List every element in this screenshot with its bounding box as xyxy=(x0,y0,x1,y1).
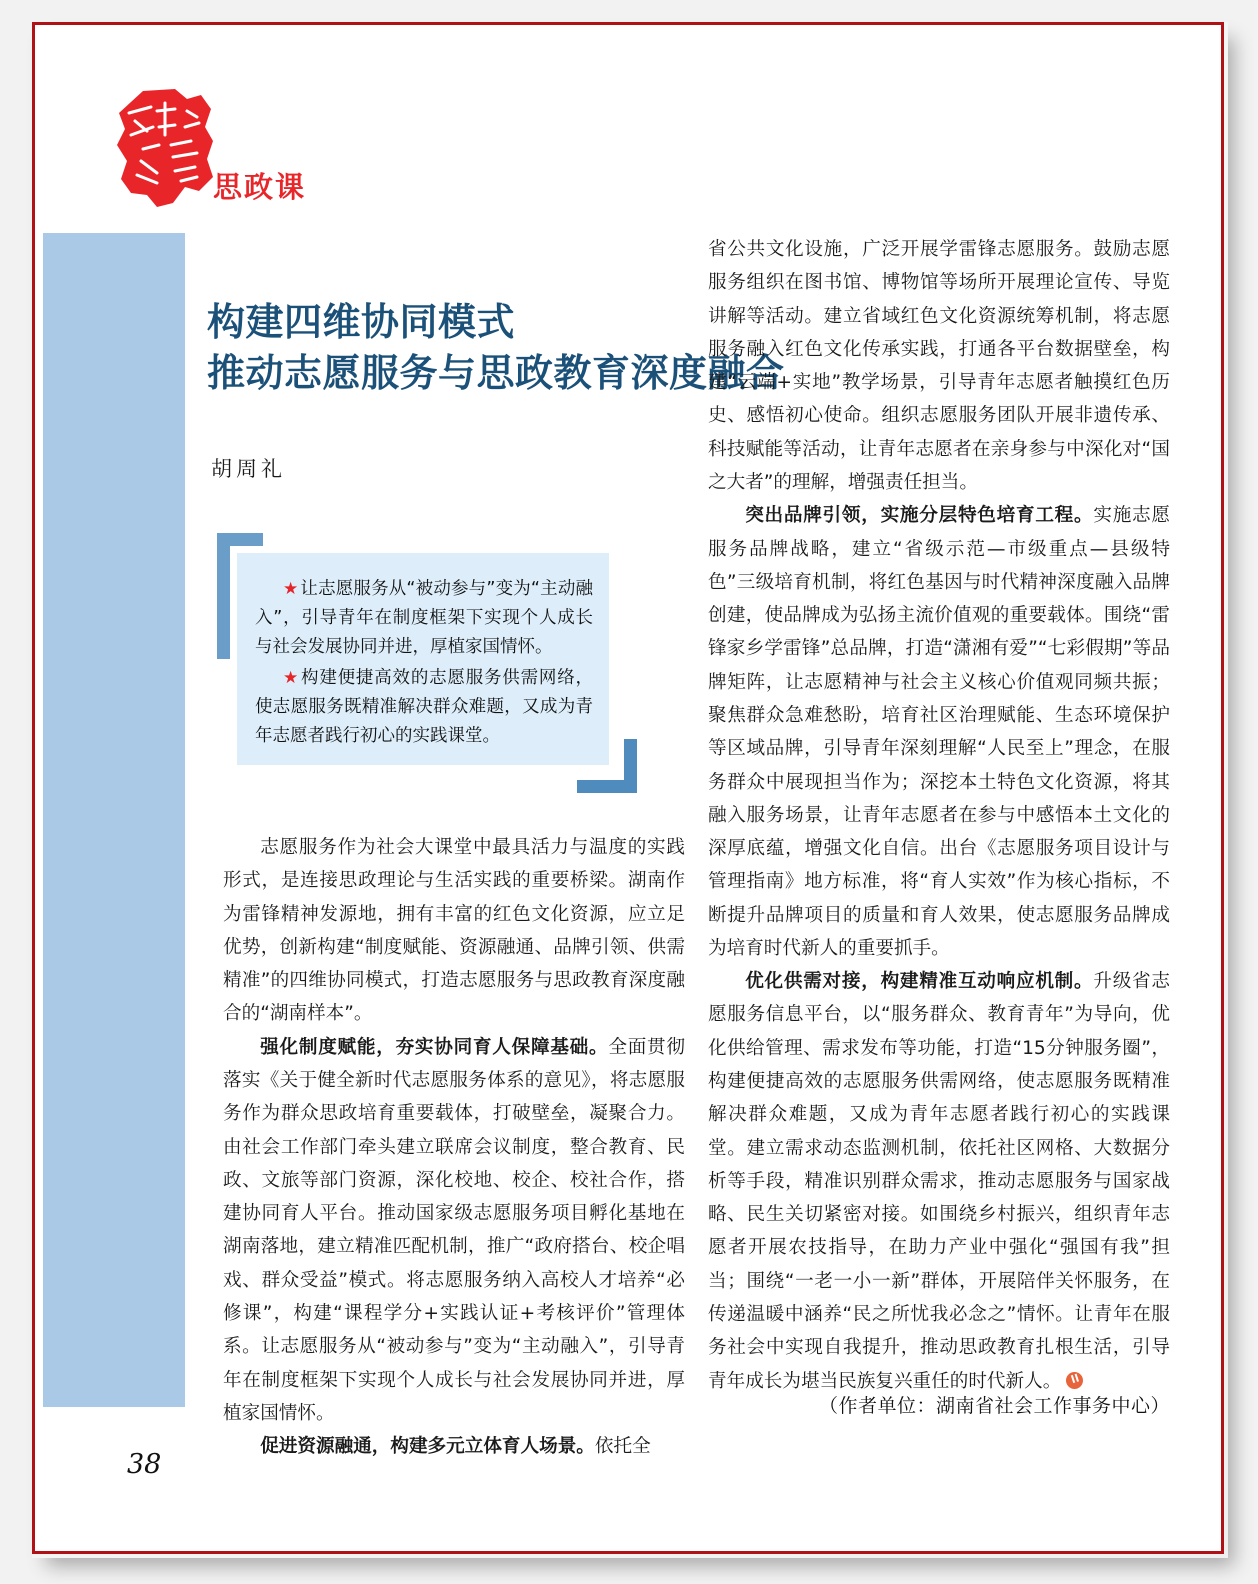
paragraph: 省公共文化设施，广泛开展学雷锋志愿服务。鼓励志愿服务组织在图书馆、博物馆等场所开展理论宣传、导览讲解等活动。建立省域红色文化资源统筹机制，将志愿服务融入红色文化传承实践，打通各平台数据壁垒，构建“云端+实地”教学场景，引导青年志愿者触摸红色历史、感悟初心使命。组织志愿服务团队开展非遗传承、科技赋能等活动，让青年志愿者在亲身参与中深化对“国之大者”的理解，增强责任担当。 xyxy=(708,239,1170,493)
author-affiliation: （作者单位：湖南省社会工作事务中心） xyxy=(818,1395,1170,1417)
page-title-line2: 推动志愿服务与思政教育深度融合 xyxy=(207,350,785,395)
column-label: 思政课 xyxy=(213,170,307,204)
magazine-page xyxy=(32,22,1224,1554)
xinxiang-pinglun-seal-icon xyxy=(113,87,219,213)
paragraph xyxy=(223,1031,685,1430)
paragraph: 志愿服务作为社会大课堂中最具活力与温度的实践形式，是连接思政理论与生活实践的重要桥梁。湖南作为雷锋精神发源地，拥有丰富的红色文化资源，应立足优势，创新构建“制度赋能、资源融通、品牌引领、供需精准”的四维协同模式，打造志愿服务与思政教育深度融合的“湖南样本”。 xyxy=(223,837,685,1025)
decorative-left-band xyxy=(43,233,185,1407)
paragraph xyxy=(708,965,1170,1398)
paragraph-lead: 优化供需对接，构建精准互动响应机制。 xyxy=(745,971,1094,993)
paragraph-lead: 强化制度赋能，夯实协同育人保障基础。 xyxy=(260,1036,609,1058)
paragraph xyxy=(223,1430,685,1463)
masthead xyxy=(83,87,343,217)
page-number: 38 xyxy=(127,1449,162,1480)
star-icon: ★ xyxy=(283,668,300,689)
pull-quote-text: 构建便捷高效的志愿服务供需网络，使志愿服务既精准解决群众难题，又成为青年志愿者践行初心的实践课堂。 xyxy=(255,668,593,747)
paragraph xyxy=(708,499,1170,965)
article-end-mark-icon xyxy=(1066,1372,1083,1389)
pull-quote-text: 让志愿服务从“被动参与”变为“主动融入”，引导青年在制度框架下实现个人成长与社会发展协同并进，厚植家国情怀。 xyxy=(255,579,593,658)
pull-quote-item xyxy=(255,664,593,751)
page-title-line1: 构建四维协同模式 xyxy=(207,300,516,344)
paragraph-lead: 促进资源融通，构建多元立体育人场景。 xyxy=(260,1436,595,1458)
byline-author: 胡周礼 xyxy=(211,457,286,481)
paragraph-text: 依托全 xyxy=(594,1436,651,1458)
paragraph-lead: 突出品牌引领，实施分层特色培育工程。 xyxy=(745,505,1094,527)
paragraph-text: 实施志愿服务品牌战略，建立“省级示范—市级重点—县级特色”三级培育机制，将红色基因与时代精神深度融入品牌创建，使品牌成为弘扬主流价值观的重要载体。围绕“雷锋家乡学雷锋”总品牌，打造“潇湘有爱”“七彩假期”等品牌矩阵，让志愿精神与社会主义核心价值观同频共振；聚焦群众急难愁盼，培育社区治理赋能、生态环境保护等区域品牌，引导青年深刻理解“人民至上”理念，在服务群众中展现担当作为；深挖本土特色文化资源，将其融入服务场景，让青年志愿者在参与中感悟本土文化的深厚底蕴，增强文化自信。出台《志愿服务项目设计与管理指南》地方标准，将“育人实效”作为核心指标，不断提升品牌项目的质量和育人效果，使志愿服务品牌成为培育时代新人的重要抓手。 xyxy=(708,505,1170,959)
pull-quote-box xyxy=(237,553,609,765)
pull-quote-item xyxy=(255,575,593,662)
paragraph-text: 全面贯彻落实《关于健全新时代志愿服务体系的意见》，将志愿服务作为群众思政培育重要载体，打破壁垒，凝聚合力。由社会工作部门牵头建立联席会议制度，整合教育、民政、文旅等部门资源，深化校地、校企、校社合作，搭建协同育人平台。推动国家级志愿服务项目孵化基地在湖南落地，建立精准匹配机制，推广“政府搭台、校企唱戏、群众受益”模式。将志愿服务纳入高校人才培养“必修课”，构建“课程学分+实践认证+考核评价”管理体系。让志愿服务从“被动参与”变为“主动融入”，引导青年在制度框架下实现个人成长与社会发展协同并进，厚植家国情怀。 xyxy=(223,1036,685,1424)
body-column-right xyxy=(708,233,1170,1398)
pull-quote xyxy=(217,533,637,793)
page-title xyxy=(207,297,785,399)
paragraph-text: 升级省志愿服务信息平台，以“服务群众、教育青年”为导向，优化供给管理、需求发布等功能，打造“15分钟服务圈”，构建便捷高效的志愿服务供需网络，使志愿服务既精准解决群众难题，又成为青年志愿者践行初心的实践课堂。建立需求动态监测机制，依托社区网格、大数据分析等手段，精准识别群众需求，推动志愿服务与国家战略、民生关切紧密对接。如围绕乡村振兴，组织青年志愿者开展农技指导，在助力产业中强化“强国有我”担当；围绕“一老一小一新”群体，开展陪伴关怀服务，在传递温暖中涵养“民之所忧我必念之”情怀。让青年在服务社会中实现自我提升，推动思政教育扎根生活，引导青年成长为堪当民族复兴重任的时代新人。 xyxy=(708,971,1170,1392)
body-column-left xyxy=(223,831,685,1463)
star-icon: ★ xyxy=(283,579,299,599)
